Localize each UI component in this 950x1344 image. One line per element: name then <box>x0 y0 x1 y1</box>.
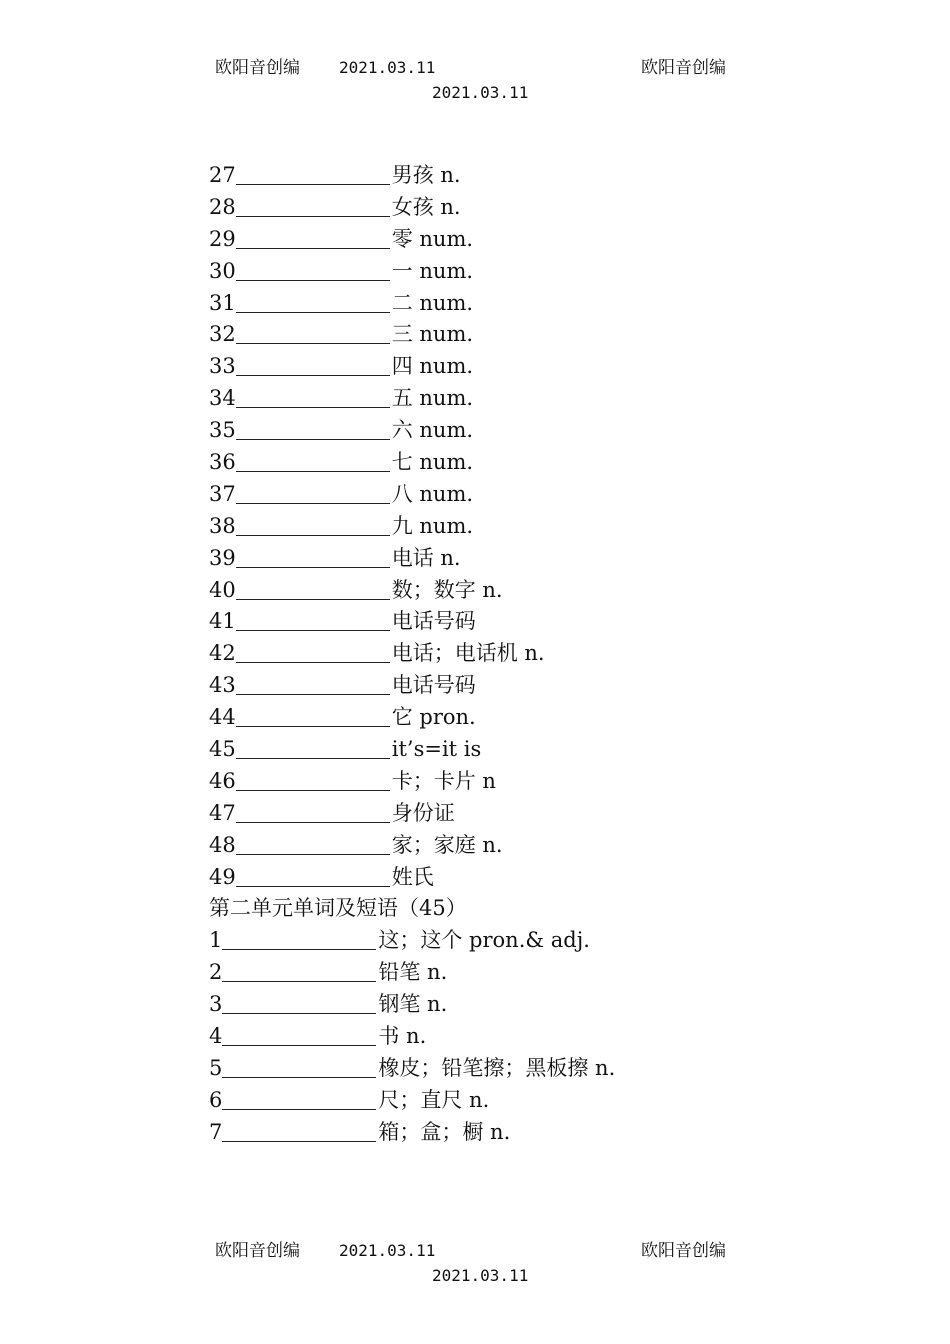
answer-blank[interactable] <box>236 598 390 600</box>
vocab-row <box>209 989 829 1021</box>
vocab-number: 41 <box>209 609 236 634</box>
vocab-definition: 橡皮；铅笔擦；黑板擦 n. <box>378 1055 616 1080</box>
answer-blank[interactable] <box>236 183 390 185</box>
vocab-number: 38 <box>209 513 236 538</box>
vocab-definition: 男孩 n. <box>391 163 461 187</box>
vocab-number: 7 <box>209 1119 223 1144</box>
vocab-row <box>209 288 829 320</box>
answer-blank[interactable] <box>236 279 390 281</box>
vocab-definition: 箱；盒；橱 n. <box>378 1119 511 1144</box>
vocab-row <box>209 862 829 894</box>
footer-date-line2: 2021.03.11 <box>432 1266 529 1285</box>
vocab-row <box>209 734 829 766</box>
header-author-right: 欧阳音创编 <box>641 58 726 78</box>
vocab-definition: 它 pron. <box>391 705 476 730</box>
vocab-definition: 数；数字 n. <box>391 577 503 602</box>
answer-blank[interactable] <box>222 1140 376 1142</box>
vocab-definition: 八 num. <box>391 481 474 506</box>
vocab-number: 3 <box>209 992 223 1017</box>
vocab-definition: 钢笔 n. <box>378 992 448 1017</box>
vocab-number: 32 <box>209 322 236 347</box>
vocab-number: 43 <box>209 673 236 698</box>
vocab-row <box>209 479 829 511</box>
vocab-row <box>209 766 829 798</box>
vocab-number: 6 <box>209 1087 223 1112</box>
vocab-definition: 电话号码 <box>391 673 476 698</box>
vocab-definition: 铅笔 n. <box>378 960 448 985</box>
vocab-number: 40 <box>209 577 236 602</box>
answer-blank[interactable] <box>236 534 390 536</box>
vocab-row <box>209 1117 829 1149</box>
footer-author-left: 欧阳音创编 <box>215 1241 300 1261</box>
vocab-number: 45 <box>209 737 236 762</box>
answer-blank[interactable] <box>236 789 390 791</box>
vocab-definition: 四 num. <box>391 354 474 379</box>
vocab-row <box>209 511 829 543</box>
answer-blank[interactable] <box>236 661 390 663</box>
vocab-number: 30 <box>209 258 236 283</box>
answer-blank[interactable] <box>236 885 390 887</box>
vocab-number: 5 <box>209 1055 223 1080</box>
vocab-definition: 电话；电话机 n. <box>391 641 545 666</box>
answer-blank[interactable] <box>236 470 390 472</box>
vocab-number: 44 <box>209 705 236 730</box>
answer-blank[interactable] <box>236 438 390 440</box>
vocab-row <box>209 830 829 862</box>
vocab-number: 36 <box>209 450 236 475</box>
vocab-definition: 身份证 <box>391 800 455 825</box>
vocab-number: 46 <box>209 768 236 793</box>
vocab-number: 42 <box>209 641 236 666</box>
vocab-row <box>209 798 829 830</box>
answer-blank[interactable] <box>222 1012 376 1014</box>
vocab-definition: 五 num. <box>391 386 474 411</box>
vocab-number: 31 <box>209 290 236 315</box>
vocab-definition: 卡；卡片 n <box>391 768 496 793</box>
vocab-definition: 女孩 n. <box>391 194 461 219</box>
answer-blank[interactable] <box>236 757 390 759</box>
vocab-row <box>209 1053 829 1085</box>
vocab-row <box>209 925 829 957</box>
footer-author-right: 欧阳音创编 <box>641 1241 726 1261</box>
answer-blank[interactable] <box>236 853 390 855</box>
vocab-number: 35 <box>209 418 236 443</box>
vocab-definition: 三 num. <box>391 322 474 347</box>
vocab-definition: 这；这个 pron.& adj. <box>378 928 590 953</box>
vocab-definition: 姓氏 <box>391 864 434 889</box>
vocab-number: 4 <box>209 1024 223 1049</box>
vocab-row <box>209 415 829 447</box>
vocab-row <box>209 351 829 383</box>
vocab-row <box>209 543 829 575</box>
vocab-row <box>209 957 829 989</box>
answer-blank[interactable] <box>236 311 390 313</box>
header-author-left: 欧阳音创编 <box>215 58 300 78</box>
unit2-title: 第二单元单词及短语（45） <box>209 896 467 921</box>
vocab-definition: 家；家庭 n. <box>391 832 503 857</box>
vocab-row <box>209 192 829 224</box>
answer-blank[interactable] <box>236 374 390 376</box>
vocab-row <box>209 447 829 479</box>
answer-blank[interactable] <box>222 1108 376 1110</box>
answer-blank[interactable] <box>236 821 390 823</box>
vocab-definition: 九 num. <box>391 513 474 538</box>
answer-blank[interactable] <box>222 948 376 950</box>
vocab-row <box>209 638 829 670</box>
vocab-row <box>209 702 829 734</box>
answer-blank[interactable] <box>236 629 390 631</box>
vocab-definition: 二 num. <box>391 290 474 315</box>
vocab-number: 47 <box>209 800 236 825</box>
vocabulary-list <box>209 160 829 1149</box>
vocab-number: 39 <box>209 545 236 570</box>
header-date-line2: 2021.03.11 <box>432 83 529 102</box>
vocab-row <box>209 224 829 256</box>
vocab-number: 29 <box>209 226 236 251</box>
footer-date: 2021.03.11 <box>339 1241 436 1260</box>
vocab-row <box>209 606 829 638</box>
vocab-number: 33 <box>209 354 236 379</box>
answer-blank[interactable] <box>236 725 390 727</box>
answer-blank[interactable] <box>222 1044 376 1046</box>
vocab-number: 1 <box>209 928 223 953</box>
header-date: 2021.03.11 <box>339 58 436 77</box>
vocab-definition: 七 num. <box>391 450 474 475</box>
unit1-list <box>209 160 829 893</box>
vocab-number: 48 <box>209 832 236 857</box>
answer-blank[interactable] <box>236 406 390 408</box>
answer-blank[interactable] <box>236 693 390 695</box>
vocab-row <box>209 256 829 288</box>
vocab-definition: 零 num. <box>391 226 474 251</box>
answer-blank[interactable] <box>236 342 390 344</box>
vocab-row <box>209 383 829 415</box>
vocab-definition: 书 n. <box>378 1024 427 1049</box>
answer-blank[interactable] <box>236 247 390 249</box>
vocab-row <box>209 160 829 192</box>
vocab-row <box>209 670 829 702</box>
vocab-definition: it’s=it is <box>391 737 482 762</box>
vocab-definition: 电话号码 <box>391 609 476 634</box>
answer-blank[interactable] <box>222 980 376 982</box>
vocab-definition: 六 num. <box>391 418 474 443</box>
vocab-definition: 电话 n. <box>391 545 461 570</box>
vocab-row <box>209 1085 829 1117</box>
vocab-number: 37 <box>209 481 236 506</box>
answer-blank[interactable] <box>236 215 390 217</box>
vocab-number: 34 <box>209 386 236 411</box>
vocab-definition: 尺；直尺 n. <box>378 1087 490 1112</box>
vocab-number: 27 <box>209 163 236 187</box>
vocab-row <box>209 575 829 607</box>
vocab-definition: 一 num. <box>391 258 474 283</box>
vocab-number: 2 <box>209 960 223 985</box>
vocab-number: 28 <box>209 194 236 219</box>
answer-blank[interactable] <box>236 566 390 568</box>
vocab-row <box>209 1021 829 1053</box>
vocab-number: 49 <box>209 864 236 889</box>
answer-blank[interactable] <box>222 1076 376 1078</box>
answer-blank[interactable] <box>236 502 390 504</box>
vocab-row <box>209 319 829 351</box>
unit2-list <box>209 925 829 1148</box>
